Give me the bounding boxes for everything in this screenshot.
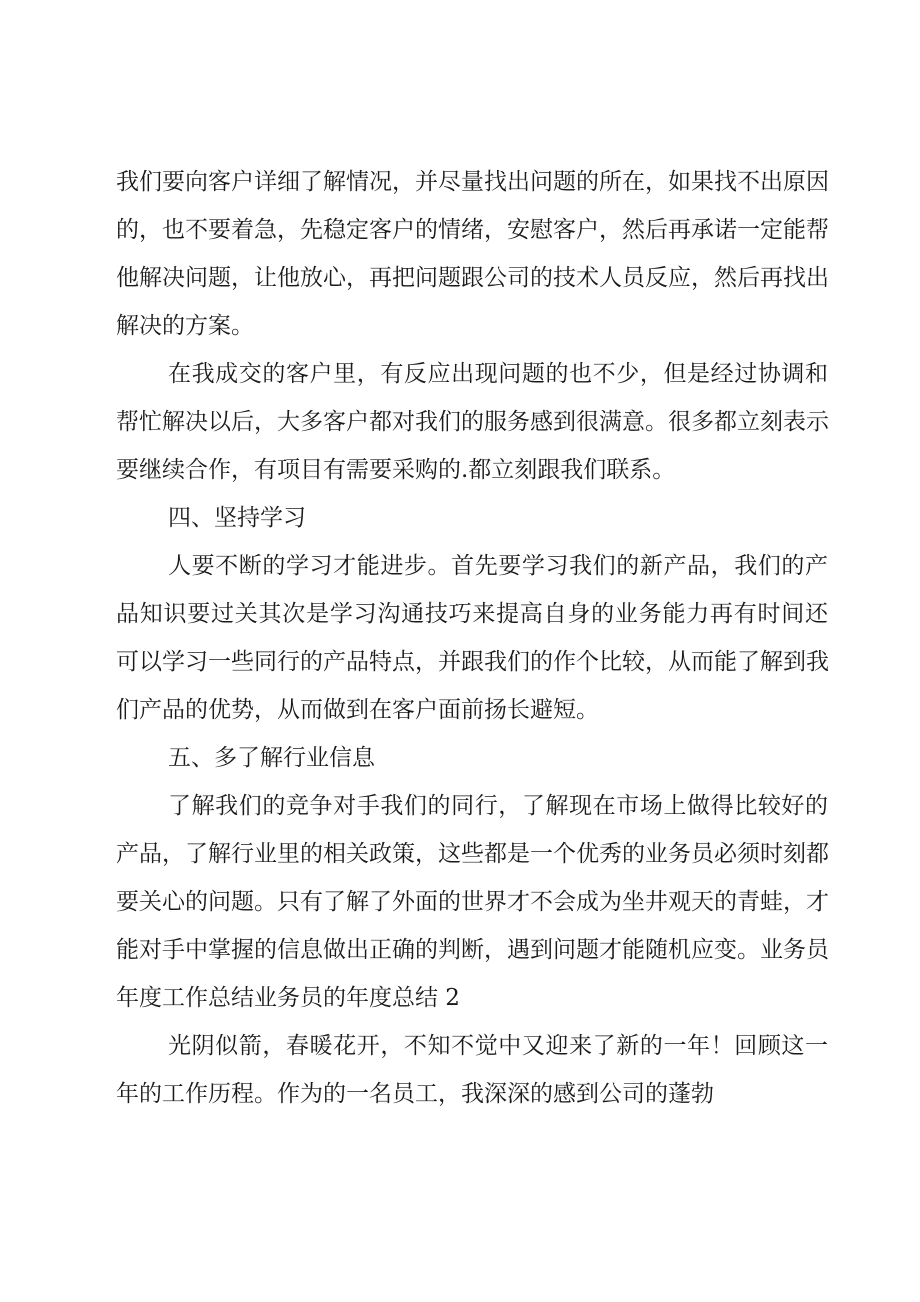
text-line: 产品，了解行业里的相关政策，这些都是一个优秀的业务员必须时刻都 — [116, 841, 829, 867]
text-line: 们产品的优势，从而做到在客户面前扬长避短。 — [116, 697, 599, 723]
paragraph — [116, 782, 828, 1022]
paragraph — [116, 158, 828, 350]
text-line: 年度工作总结业务员的年度总结 2 — [116, 985, 460, 1011]
paragraph — [116, 734, 828, 782]
text-line: 品知识要过关其次是学习沟通技巧来提高自身的业务能力再有时间还 — [116, 601, 828, 627]
paragraph — [116, 350, 828, 494]
text-line: 的，也不要着急，先稳定客户的情绪，安慰客户，然后再承诺一定能帮 — [116, 217, 829, 243]
text-line: 能对手中掌握的信息做出正确的判断，遇到问题才能随机应变。业务员 — [116, 937, 829, 963]
text-line: 了解我们的竞争对手我们的同行，了解现在市场上做得比较好的 — [168, 793, 828, 819]
paragraph — [116, 542, 828, 734]
text-line: 要继续合作，有项目有需要采购的.都立刻跟我们联系。 — [116, 457, 676, 483]
document-body — [116, 158, 828, 1118]
text-line: 解决的方案。 — [116, 313, 254, 339]
text-line: 可以学习一些同行的产品特点，并跟我们的作个比较，从而能了解到我 — [116, 649, 829, 675]
text-line: 光阴似箭，春暖花开，不知不觉中又迎来了新的一年！回顾这一 — [168, 1033, 828, 1059]
text-line: 我们要向客户详细了解情况，并尽量找出问题的所在，如果找不出原因 — [116, 169, 829, 195]
text-line: 他解决问题，让他放心，再把问题跟公司的技术人员反应，然后再找出 — [116, 265, 829, 291]
text-line: 要关心的问题。只有了解了外面的世界才不会成为坐井观天的青蛙，才 — [116, 889, 829, 915]
text-line: 年的工作历程。作为的一名员工，我深深的感到公司的蓬勃 — [116, 1081, 714, 1107]
text-line: 帮忙解决以后，大多客户都对我们的服务感到很满意。很多都立刻表示 — [116, 409, 829, 435]
paragraph — [116, 1022, 828, 1118]
text-line: 在我成交的客户里，有反应出现问题的也不少，但是经过协调和 — [168, 361, 828, 387]
text-line: 五、多了解行业信息 — [168, 745, 375, 771]
paragraph — [116, 494, 828, 542]
text-line: 人要不断的学习才能进步。首先要学习我们的新产品，我们的产 — [168, 553, 828, 579]
text-line: 四、坚持学习 — [168, 505, 306, 531]
